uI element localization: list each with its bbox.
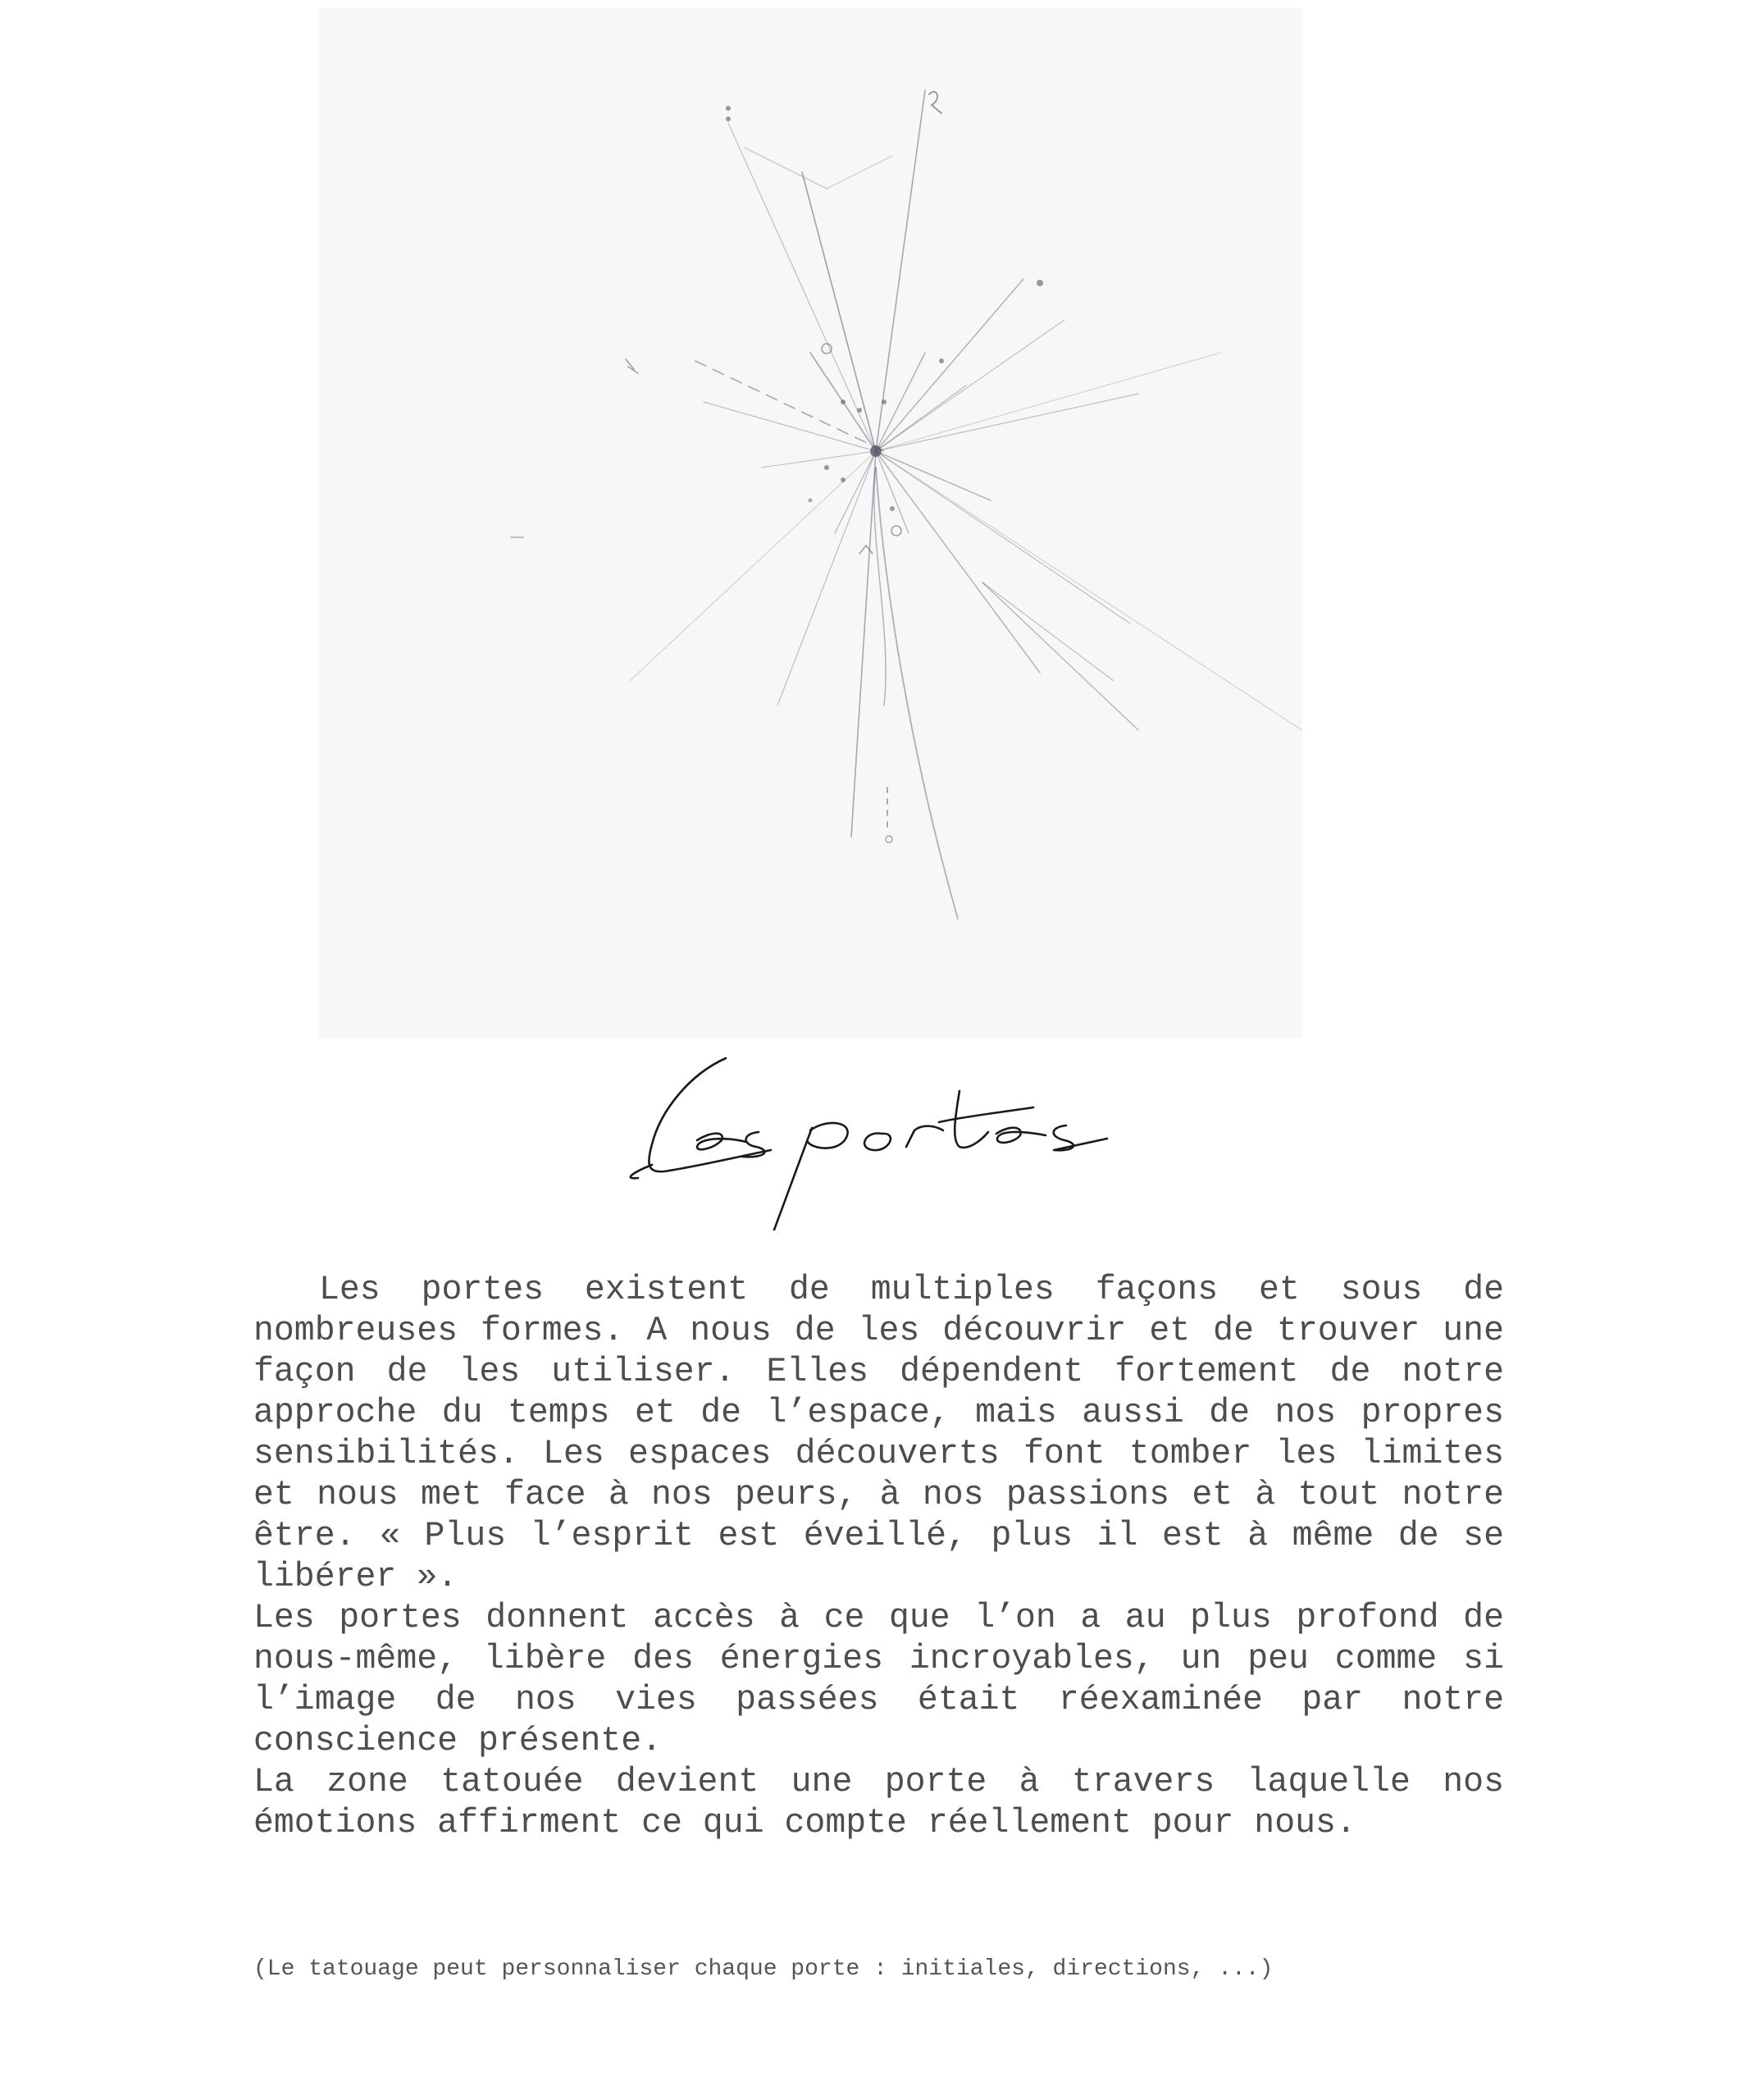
pencil-sketch-illustration <box>318 8 1302 1038</box>
body-text <box>253 1270 1504 1844</box>
title-script-lettering <box>574 1042 1197 1230</box>
paragraph: Les portes donnent accès à ce que l’on a au plus profond de nous-même, libère des énergies incroyables, un peu comme si l’image de nos vies passées était réexaminée par notre conscience présente. <box>253 1599 1504 1760</box>
paragraph: Les portes existent de multiples façons et sous de nombreuses formes. A nous de les découvrir et de trouver une façon de les utiliser. Elles dépendent fortement de notre approche du temps et de l’espace, mais aussi de nos propres sensibilités. Les espaces découverts font tomber les limites et nous met face à nos peurs, à nos passions et à tout notre être. « Plus l’esprit est éveillé, plus il est à même de se libérer ». <box>253 1271 1504 1596</box>
starburst-sketch <box>318 8 1302 1038</box>
footnote: (Le tatouage peut personnaliser chaque porte : initiales, directions, ...) <box>253 1956 1274 1982</box>
paragraph: La zone tatouée devient une porte à travers laquelle nos émotions affirment ce qui compte réellement pour nous. <box>253 1763 1504 1842</box>
page-title <box>574 1042 1197 1230</box>
